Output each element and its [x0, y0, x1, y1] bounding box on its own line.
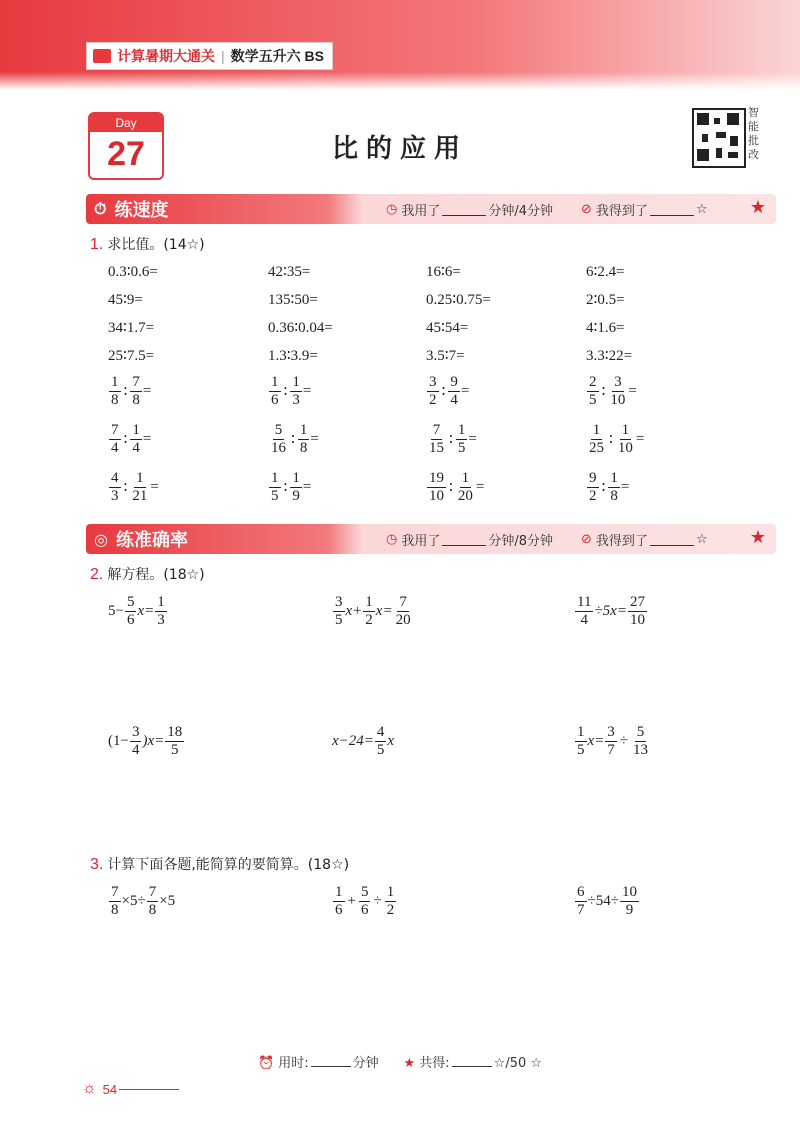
smart-grading-label: 智 能 批 改 — [748, 106, 759, 161]
book-icon — [93, 49, 111, 63]
grade-label: 数学五升六 BS — [230, 48, 324, 64]
section-speed-bar — [86, 194, 776, 224]
total-score-label: 共得: — [419, 1056, 450, 1071]
footer-summary — [0, 1052, 800, 1071]
ratio-item: 25∶7.5= — [108, 348, 155, 364]
sun-icon: ☼ — [82, 1080, 97, 1097]
star-unit: ☆ — [695, 201, 708, 217]
question-3-heading: 3. 计算下面各题,能简算的要简算。(18☆) — [90, 856, 350, 873]
ratio-item: 16∶6= — [426, 264, 461, 280]
page-title: 比的应用 — [331, 134, 468, 164]
qr-code-icon[interactable] — [692, 108, 746, 168]
day-label: Day — [90, 114, 162, 132]
calc-2: $\frac{1}{6}$ + $\frac{5}{6}$ ÷ $\frac{1}{2}$ — [335, 884, 395, 918]
equation-5: x−24= $\frac{4}{5}$ x — [332, 724, 395, 758]
calc-1: $\frac{7}{8}$ ×5÷ $\frac{7}{8}$ ×5 — [111, 884, 176, 918]
fraction-ratio-item: $\frac{4}{3}$ ∶ $\frac{1}{21}$ = — [111, 470, 159, 504]
check-icon: ⊘ — [581, 531, 592, 547]
banner-separator: | — [221, 48, 225, 64]
fraction-ratio-item: $\frac{3}{2}$ ∶ $\frac{9}{4}$ = — [429, 374, 470, 408]
ratio-item: 2∶0.5= — [586, 292, 625, 308]
fraction-ratio-item: $\frac{7}{4}$ ∶ $\frac{1}{4}$ = — [111, 422, 152, 456]
total-score-blank[interactable] — [452, 1054, 492, 1067]
fraction-ratio-item: $\frac{1}{5}$ ∶ $\frac{1}{9}$ = — [271, 470, 312, 504]
total-time-unit: 分钟 — [352, 1056, 379, 1071]
section-accuracy-bar — [86, 524, 776, 554]
time-limit-label: 分钟/8分钟 — [488, 533, 554, 549]
star-unit: ☆ — [695, 531, 708, 547]
equation-2: $\frac{3}{5}$ x+ $\frac{1}{2}$ x= $\frac{7}{20}$ — [335, 594, 411, 628]
fraction-ratio-item: $\frac{1}{6}$ ∶ $\frac{1}{3}$ = — [271, 374, 312, 408]
total-time-label: 用时: — [278, 1056, 309, 1071]
score-blank[interactable] — [650, 533, 694, 546]
ratio-item: 4∶1.6= — [586, 320, 625, 336]
page-number: ☼ 54 — [82, 1080, 179, 1098]
time-used-blank[interactable] — [442, 203, 486, 216]
fraction-ratio-item: $\frac{19}{10}$ ∶ $\frac{1}{20}$ = — [429, 470, 485, 504]
day-number: 27 — [107, 135, 145, 173]
question-1-heading: 1. 求比值。(14☆) — [90, 236, 205, 253]
target-icon: ◎ — [94, 529, 108, 549]
score-label: 我得到了 — [595, 533, 648, 549]
check-icon: ⊘ — [581, 201, 592, 217]
ratio-item: 0.3∶0.6= — [108, 264, 158, 280]
series-banner — [86, 42, 333, 70]
stopwatch-icon: ⏱ — [94, 199, 107, 218]
fraction-ratio-item: $\frac{1}{25}$ ∶ $\frac{1}{10}$ = — [589, 422, 645, 456]
fraction-ratio-item: $\frac{5}{16}$ ∶ $\frac{1}{8}$ = — [271, 422, 319, 456]
time-used-blank[interactable] — [442, 533, 486, 546]
total-time-blank[interactable] — [311, 1054, 351, 1067]
score-blank[interactable] — [650, 203, 694, 216]
question-2-heading: 2. 解方程。(18☆) — [90, 566, 205, 583]
fraction-ratio-item: $\frac{1}{8}$ ∶ $\frac{7}{8}$ = — [111, 374, 152, 408]
time-used-label: 我用了 — [401, 533, 441, 549]
ratio-item: 6∶2.4= — [586, 264, 625, 280]
time-limit-label: 分钟/4分钟 — [488, 203, 554, 219]
calc-3: $\frac{6}{7}$ ÷54÷ $\frac{10}{9}$ — [577, 884, 637, 918]
ratio-item: 42∶35= — [268, 264, 311, 280]
ratio-item: 1.3∶3.9= — [268, 348, 318, 364]
ratio-item: 34∶1.7= — [108, 320, 155, 336]
ratio-item: 0.25∶0.75= — [426, 292, 491, 308]
fraction-ratio-item: $\frac{2}{5}$ ∶ $\frac{3}{10}$ = — [589, 374, 637, 408]
equation-3: $\frac{11}{4}$ ÷5x= $\frac{27}{10}$ — [577, 594, 645, 628]
alarm-icon: ⏰ — [257, 1056, 275, 1071]
ratio-item: 45∶54= — [426, 320, 469, 336]
star-decoration-icon: ★ — [749, 527, 766, 547]
ratio-item: 3.3∶22= — [586, 348, 633, 364]
star-decoration-icon: ★ — [749, 197, 766, 217]
equation-6: $\frac{1}{5}$ x= $\frac{3}{7}$ ÷ $\frac{5}{13}$ — [577, 724, 649, 758]
section-accuracy-title: 练准确率 — [115, 530, 188, 551]
series-title: 计算暑期大通关 — [117, 48, 215, 64]
ratio-item: 3.5∶7= — [426, 348, 465, 364]
clock-icon: ◷ — [386, 201, 398, 217]
ratio-item: 0.36∶0.04= — [268, 320, 333, 336]
section-speed-title: 练速度 — [114, 200, 169, 221]
equation-1: 5− $\frac{5}{6}$ x= $\frac{1}{3}$ — [108, 594, 165, 628]
equation-4: (1− $\frac{3}{4}$ )x= $\frac{18}{5}$ — [108, 724, 183, 758]
star-icon: ★ — [403, 1056, 416, 1071]
total-score-unit: ☆/50 ☆ — [493, 1056, 543, 1071]
ratio-item: 45∶9= — [108, 292, 143, 308]
score-label: 我得到了 — [595, 203, 648, 219]
fraction-ratio-item: $\frac{9}{2}$ ∶ $\frac{1}{8}$ = — [589, 470, 630, 504]
clock-icon: ◷ — [386, 531, 398, 547]
fraction-ratio-item: $\frac{7}{15}$ ∶ $\frac{1}{5}$ = — [429, 422, 477, 456]
ratio-item: 135∶50= — [268, 292, 318, 308]
time-used-label: 我用了 — [401, 203, 441, 219]
